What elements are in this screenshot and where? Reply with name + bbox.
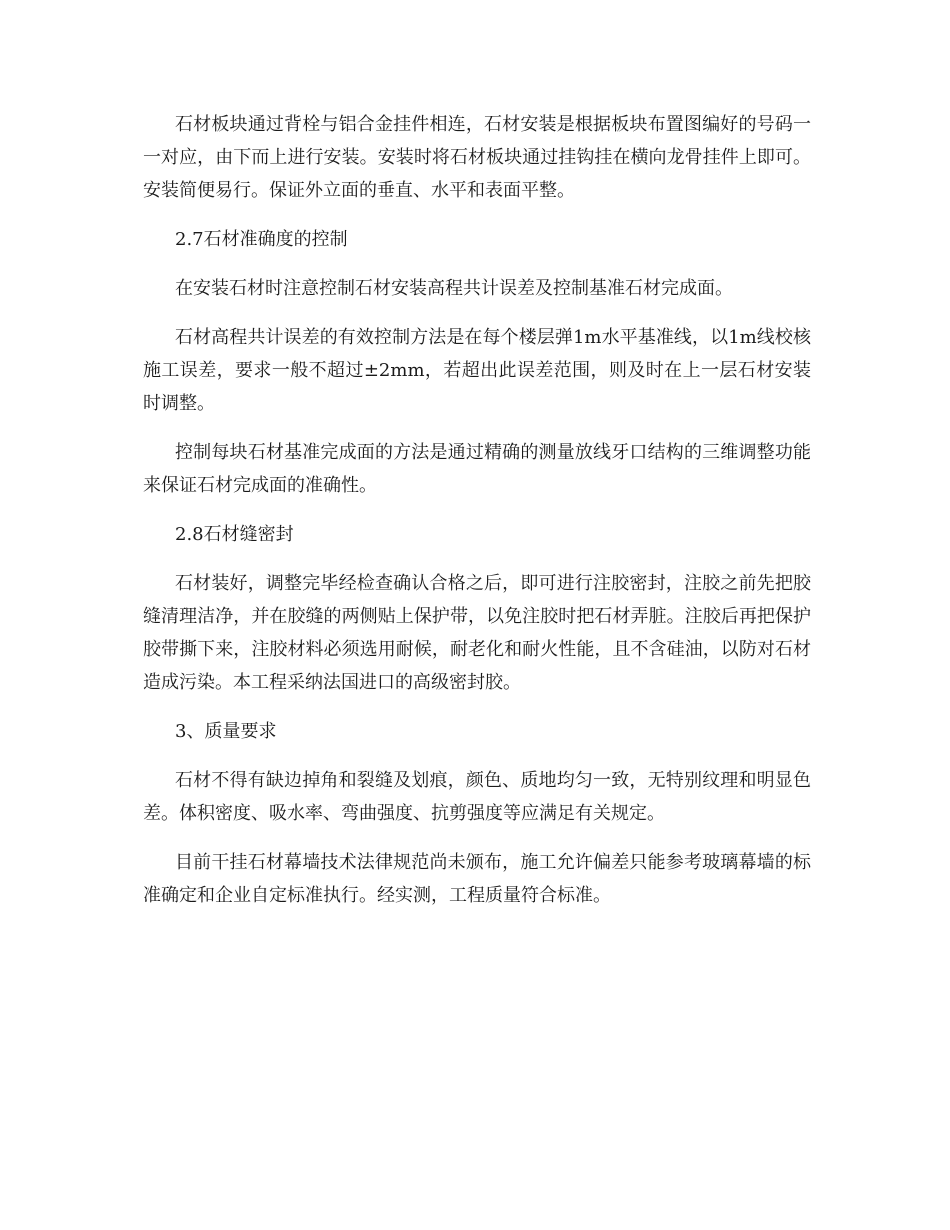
paragraph-reference-surface: 控制每块石材基准完成面的方法是通过精确的测量放线牙口结构的三维调整功能来保证石材完成面的准确性。	[143, 442, 811, 496]
paragraph-joint-sealing: 石材装好，调整完毕经检查确认合格之后，即可进行注胶密封，注胶之前先把胶缝清理洁净，并在胶缝的两侧贴上保护带，以免注胶时把石材弄脏。注胶后再把保护胶带撕下来，注胶材料必须选用耐候，耐老化和耐火性能，且不含硅油，以防对石材造成污染。本工程采纳法国进口的高级密封胶。	[143, 573, 811, 693]
paragraph-quality-defects: 石材不得有缺边掉角和裂缝及划痕，颜色、质地均匀一致，无特别纹理和明显色差。体积密度、吸水率、弯曲强度、抗剪强度等应满足有关规定。	[143, 770, 811, 824]
section-heading-3: 3、质量要求	[175, 721, 277, 742]
paragraph-quality-standards: 目前干挂石材幕墙技术法律规范尚未颁布，施工允许偏差只能参考玻璃幕墙的标准确定和企业自定标准执行。经实测，工程质量符合标准。	[143, 852, 811, 906]
document-body	[143, 108, 811, 928]
paragraph-elevation-error-method: 石材高程共计误差的有效控制方法是在每个楼层弹1m水平基准线，以1m线校核施工误差，要求一般不超过±2mm，若超出此误差范围，则及时在上一层石材安装时调整。	[143, 327, 811, 414]
section-heading-2-8: 2.8石材缝密封	[175, 524, 294, 545]
section-heading-2-7: 2.7石材准确度的控制	[175, 229, 348, 250]
paragraph-stone-installation: 石材板块通过背栓与铝合金挂件相连，石材安装是根据板块布置图编好的号码一一对应，由下而上进行安装。安装时将石材板块通过挂钩挂在横向龙骨挂件上即可。安装简便易行。保证外立面的垂直、水平和表面平整。	[143, 114, 811, 201]
paragraph-elevation-control: 在安装石材时注意控制石材安装高程共计误差及控制基准石材完成面。	[175, 278, 733, 299]
